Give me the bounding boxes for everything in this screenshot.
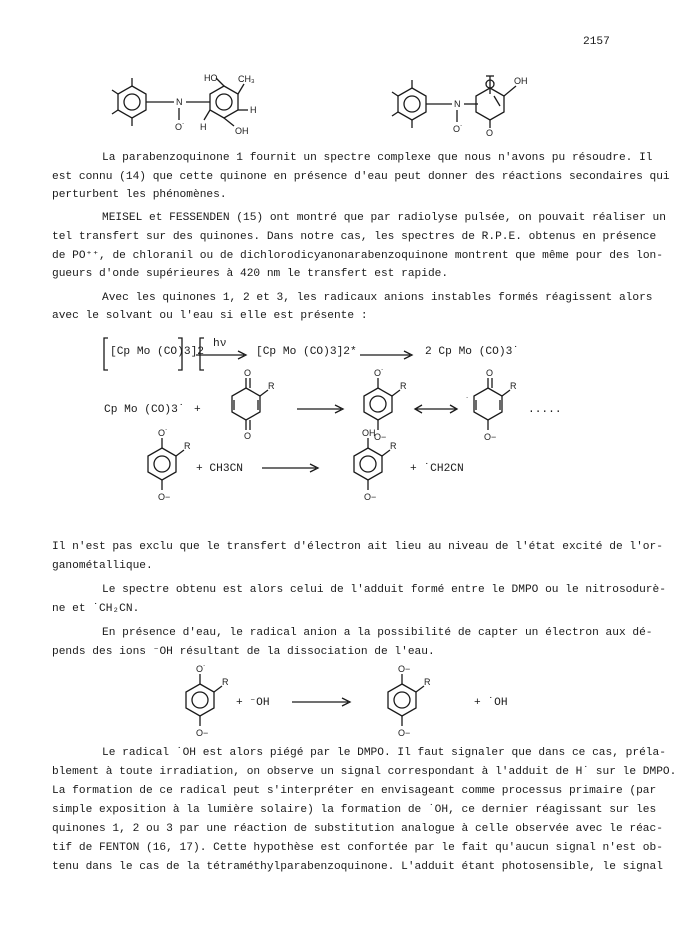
hydroquinone-anion — [342, 428, 402, 502]
para5-line2: ne et ˙CH₂CN. — [52, 603, 140, 615]
para4-line1: Il n'est pas exclu que le transfert d'électron ait lieu au niveau de l'état excité de l'or- — [52, 541, 663, 553]
arrow-dissociation — [360, 350, 416, 360]
para7-line6: tif de FENTON (16, 17). Cette hypothèse est confortée par le fait qu'aucun signal n'est ob- — [52, 842, 663, 854]
svg-text:O: O — [486, 368, 494, 378]
para7-line2: blement à toute irradiation, on observe un signal correspondant à l'adduit de H˙ sur le DMPO. — [52, 766, 676, 778]
cpmo-radical: Cp Mo (CO)3˙ — [104, 404, 185, 416]
svg-text:H: H — [200, 122, 207, 132]
resonance-dots: ..... — [528, 404, 562, 416]
arrow-oh-transfer — [292, 697, 354, 707]
para7-line5: quinones 1, 2 ou 3 par une réaction de substitution analogue à celle observée avec le réac- — [52, 823, 663, 835]
semiquinone-oh-reactant — [174, 664, 234, 738]
svg-text:N: N — [454, 99, 461, 109]
svg-text:O: O — [244, 368, 252, 378]
arrow-electron-transfer — [297, 404, 347, 414]
reagent-oh-anion: + ⁻OH — [236, 697, 270, 709]
reagent-ch3cn: + CH3CN — [196, 463, 243, 475]
arrow-hv — [196, 350, 248, 360]
para3-line1: Avec les quinones 1, 2 et 3, les radicaux anions instables formés réagissent alors — [102, 292, 653, 304]
svg-text:O−: O− — [158, 492, 171, 502]
svg-text:O−: O− — [364, 492, 377, 502]
svg-text:O−: O− — [196, 728, 209, 738]
reactant-dimer: [Cp Mo (CO)3]2 — [110, 346, 204, 358]
resonance-arrow — [414, 404, 458, 414]
hv-label: hν — [213, 338, 227, 350]
svg-text:R: R — [184, 441, 191, 451]
svg-text:O: O — [244, 431, 252, 441]
para2-line4: gueurs d'onde supérieures à 420 nm le transfert est rapide. — [52, 268, 449, 280]
arrow-h-abstraction — [262, 463, 322, 473]
para7-line7: tenu dans le cas de la tétraméthylparabenzoquinone. L'adduit étant photosensible, le signal — [52, 861, 663, 873]
svg-text:R: R — [222, 677, 229, 687]
svg-text:CH₃: CH₃ — [238, 74, 255, 84]
para7-line1: Le radical ˙OH est alors piégé par le DMPO. Il faut signaler que dans ce cas, préla- — [102, 747, 666, 759]
svg-text:O: O — [486, 128, 494, 138]
para2-line2: tel transfert sur des quinones. Dans notre cas, les spectres de R.P.E. obtenus en présence — [52, 231, 657, 243]
monomer-radical: 2 Cp Mo (CO)3˙ — [425, 346, 519, 358]
para1-line1: La parabenzoquinone 1 fournit un spectre complexe que nous n'avons pu résoudre. Il — [102, 152, 653, 164]
svg-text:O−: O− — [398, 728, 411, 738]
quinone-structure — [220, 368, 280, 441]
svg-text:H: H — [250, 105, 257, 115]
para6-line2: pends des ions ⁻OH résultant de la dissociation de l'eau. — [52, 646, 435, 658]
svg-text:O−: O− — [374, 432, 387, 442]
svg-text:O˙: O˙ — [196, 664, 206, 674]
svg-text:˙: ˙ — [466, 396, 469, 406]
para2-line1: MEISEL et FESSENDEN (15) ont montré que par radiolyse pulsée, on pouvait réaliser un — [102, 212, 666, 224]
svg-text:R: R — [424, 677, 431, 687]
para6-line1: En présence d'eau, le radical anion a la possibilité de capter un électron aux dé- — [102, 627, 653, 639]
para5-line1: Le spectre obtenu est alors celui de l'adduit formé entre le DMPO ou le nitrosodurè- — [102, 584, 666, 596]
spin-adduct-structure-1 — [110, 70, 290, 140]
semiquinone-reactant — [136, 428, 196, 502]
page-number: 2157 — [583, 36, 610, 48]
para4-line2: ganométallique. — [52, 560, 153, 572]
semiquinone-structure-b — [462, 368, 526, 442]
para1-line3: perturbent les phénomènes. — [52, 189, 227, 201]
excited-dimer: [Cp Mo (CO)3]2* — [256, 346, 357, 358]
svg-text:O˙: O˙ — [175, 122, 185, 132]
plus-sign-1: + — [194, 404, 201, 416]
svg-text:O−: O− — [398, 664, 411, 674]
para7-line3: La formation de ce radical peut s'interpréter en envisageant comme processus primaire (par — [52, 785, 657, 797]
dianion-product — [376, 664, 436, 738]
svg-text:HO: HO — [204, 73, 218, 83]
svg-text:O˙: O˙ — [158, 428, 168, 438]
svg-text:OH: OH — [514, 76, 528, 86]
svg-text:R: R — [268, 381, 275, 391]
svg-text:R: R — [510, 381, 517, 391]
svg-text:OH: OH — [362, 428, 376, 438]
para2-line3: de PO⁺⁺, de chloranil ou de dichlorodicyanonarabenzoquinone montrent que même pour des lon- — [52, 250, 663, 262]
para1-line2: est connu (14) que cette quinone en présence d'eau peut donner des réactions secondaires qui — [52, 171, 670, 183]
svg-text:O˙: O˙ — [453, 124, 463, 134]
product-ch2cn: + ˙CH2CN — [410, 463, 464, 475]
para3-line2: avec le solvant ou l'eau si elle est présente : — [52, 310, 368, 322]
product-oh-radical: + ˙OH — [474, 697, 508, 709]
svg-text:O−: O− — [484, 432, 497, 442]
para7-line4: simple exposition à la lumière solaire) la formation de ˙OH, ce dernier réagissant sur les — [52, 804, 657, 816]
svg-text:R: R — [390, 441, 397, 451]
svg-text:O˙: O˙ — [374, 368, 384, 378]
svg-text:N: N — [176, 97, 183, 107]
spin-adduct-structure-2 — [390, 72, 570, 142]
svg-text:R: R — [400, 381, 407, 391]
svg-text:OH: OH — [235, 126, 249, 136]
